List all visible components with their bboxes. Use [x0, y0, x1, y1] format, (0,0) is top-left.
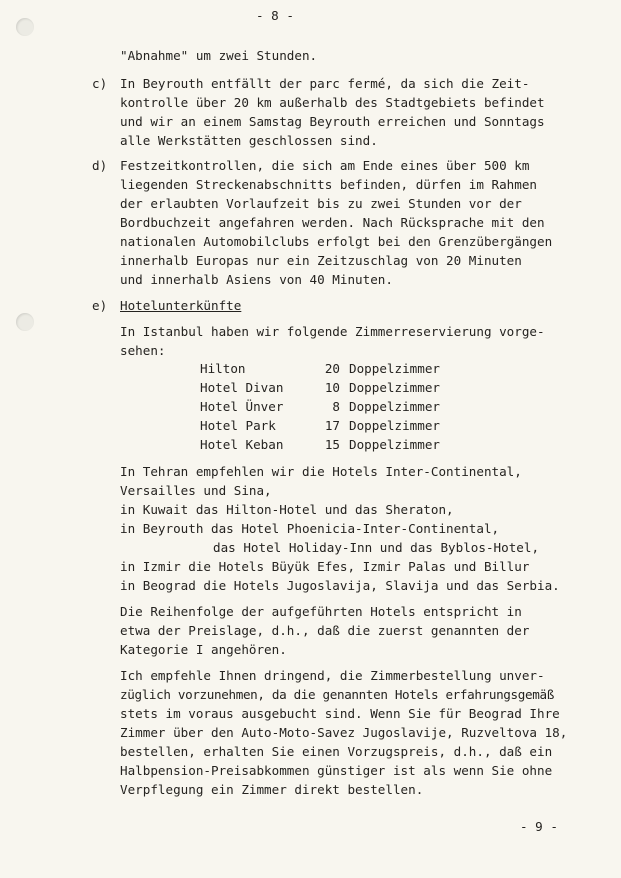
- item-d-line: Festzeitkontrollen, die sich am Ende eines über 500 km: [120, 158, 530, 173]
- booking-advice-line: stets im voraus ausgebucht sind. Wenn Sie für Beograd Ihre: [120, 706, 560, 721]
- recommendation-line: das Hotel Holiday-Inn und das Byblos-Hotel,: [213, 540, 540, 555]
- item-c-line: und wir an einem Samstag Beyrouth erreichen und Sonntags: [120, 114, 545, 129]
- istanbul-intro-line: In Istanbul haben wir folgende Zimmerreservierung vorge-: [120, 324, 545, 339]
- room-count: 10: [324, 380, 340, 395]
- recommendation-line: in Kuwait das Hilton-Hotel und das Sheraton,: [120, 502, 454, 517]
- recommendation-line: in Izmir die Hotels Büyük Efes, Izmir Palas und Billur: [120, 559, 530, 574]
- hotel-name: Hotel Park: [200, 418, 276, 433]
- item-c-line: In Beyrouth entfällt der parc fermé, da sich die Zeit-: [120, 76, 530, 91]
- item-d-line: liegenden Streckenabschnitts befinden, dürfen im Rahmen: [120, 177, 538, 192]
- order-note-line: Kategorie I angehören.: [120, 642, 287, 657]
- room-count: 20: [324, 361, 340, 376]
- booking-advice-line: bestellen, erhalten Sie einen Vorzugspreis, d.h., daß ein: [120, 744, 553, 759]
- recommendation-line: in Beyrouth das Hotel Phoenicia-Inter-Continental,: [120, 521, 500, 536]
- item-c-marker: c): [92, 76, 108, 91]
- item-d-line: und innerhalb Asiens von 40 Minuten.: [120, 272, 393, 287]
- booking-advice-line: Verpflegung ein Zimmer direkt bestellen.: [120, 782, 424, 797]
- item-e-marker: e): [92, 298, 108, 313]
- hotels-heading: Hotelunterkünfte: [120, 298, 242, 313]
- room-count: 8: [332, 399, 340, 414]
- booking-advice-line: züglich vorzunehmen, da die genannten Hotels erfahrungsgemäß: [120, 687, 554, 702]
- room-count: 17: [324, 418, 340, 433]
- next-page-indicator: - 9 -: [520, 819, 558, 834]
- intro-line: "Abnahme" um zwei Stunden.: [120, 48, 318, 63]
- order-note-line: Die Reihenfolge der aufgeführten Hotels entspricht in: [120, 604, 522, 619]
- item-c-line: kontrolle über 20 km außerhalb des Stadtgebiets befindet: [120, 95, 545, 110]
- recommendation-line: Versailles und Sina,: [120, 483, 272, 498]
- hotel-name: Hotel Keban: [200, 437, 284, 452]
- item-d-line: nationalen Automobilclubs erfolgt bei den Grenzübergängen: [120, 234, 553, 249]
- item-d-line: Bordbuchzeit angefahren werden. Nach Rücksprache mit den: [120, 215, 545, 230]
- hotel-name: Hilton: [200, 361, 246, 376]
- room-type: Doppelzimmer: [349, 361, 440, 376]
- item-d-marker: d): [92, 158, 108, 173]
- punch-hole: [16, 313, 34, 331]
- hotel-name: Hotel Divan: [200, 380, 284, 395]
- recommendation-line: In Tehran empfehlen wir die Hotels Inter-Continental,: [120, 464, 522, 479]
- istanbul-intro-line: sehen:: [120, 343, 166, 358]
- order-note-line: etwa der Preislage, d.h., daß die zuerst genannten der: [120, 623, 530, 638]
- booking-advice-line: Ich empfehle Ihnen dringend, die Zimmerbestellung unver-: [120, 668, 545, 683]
- punch-hole: [16, 18, 34, 36]
- item-d-line: der erlaubten Vorlaufzeit bis zu zwei Stunden vor der: [120, 196, 522, 211]
- booking-advice-line: Zimmer über den Auto-Moto-Savez Jugoslavije, Ruzveltova 18,: [120, 725, 568, 740]
- recommendation-line: in Beograd die Hotels Jugoslavija, Slavija und das Serbia.: [120, 578, 560, 593]
- room-type: Doppelzimmer: [349, 380, 440, 395]
- room-type: Doppelzimmer: [349, 418, 440, 433]
- hotel-name: Hotel Ünver: [200, 399, 284, 414]
- room-count: 15: [324, 437, 340, 452]
- item-d-line: innerhalb Europas nur ein Zeitzuschlag von 20 Minuten: [120, 253, 522, 268]
- item-c-line: alle Werkstätten geschlossen sind.: [120, 133, 378, 148]
- room-type: Doppelzimmer: [349, 399, 440, 414]
- room-type: Doppelzimmer: [349, 437, 440, 452]
- page-number: - 8 -: [256, 8, 294, 23]
- booking-advice-line: Halbpension-Preisabkommen günstiger ist als wenn Sie ohne: [120, 763, 553, 778]
